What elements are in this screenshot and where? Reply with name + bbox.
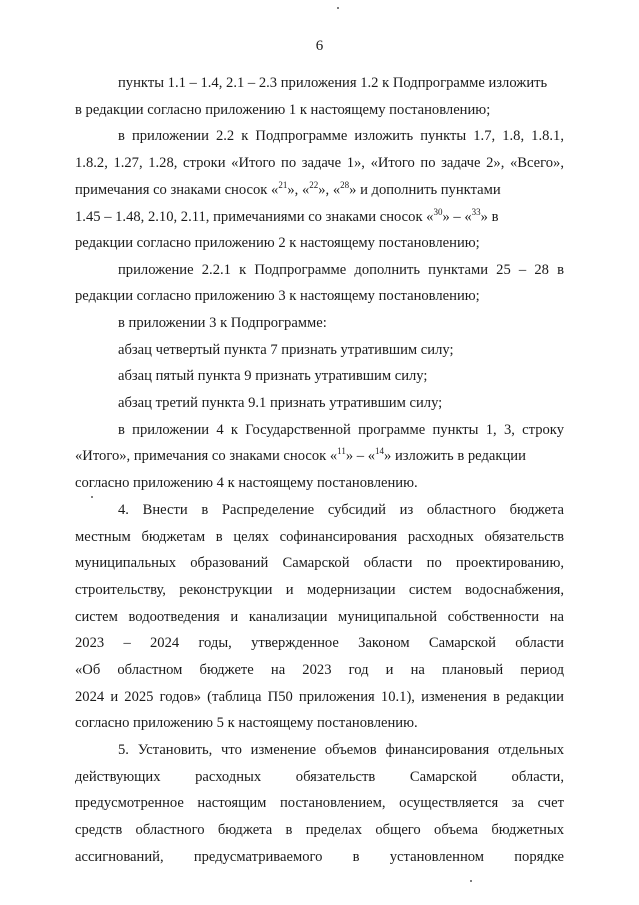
text-line: «Об областном бюджете на 2023 год и на плановый период	[75, 662, 564, 678]
footnote-mark: 22	[309, 180, 319, 190]
text-line: редакции согласно приложению 3 к настоящему постановлению;	[75, 288, 480, 304]
text-line: согласно приложению 5 к настоящему постановлению.	[75, 715, 418, 731]
text-fragment: 1.45 – 1.48, 2.10, 2.11, примечаниями со знаками сносок «	[75, 209, 434, 225]
text-line-with-footnotes	[75, 181, 501, 199]
scan-speck	[470, 880, 472, 882]
footnote-mark: 28	[340, 180, 350, 190]
text-line: систем водоотведения и канализации муниципальной собственности на	[75, 609, 564, 625]
text-line: пункты 1.1 – 1.4, 2.1 – 2.3 приложения 1.2 к Подпрограмме изложить	[118, 75, 548, 91]
text-line: действующих расходных обязательств Самарской области,	[75, 769, 564, 785]
text-fragment: » в	[480, 209, 499, 225]
footnote-mark: 30	[433, 207, 443, 217]
text-fragment: » и дополнить пунктами	[349, 182, 501, 198]
text-fragment: «Итого», примечания со знаками сносок «	[75, 448, 338, 464]
text-line: абзац четвертый пункта 7 признать утратившим силу;	[118, 342, 454, 358]
text-line: в приложении 4 к Государственной программе пункты 1, 3, строку	[118, 422, 564, 438]
text-line: абзац пятый пункта 9 признать утратившим силу;	[118, 368, 428, 384]
text-fragment: », «	[287, 182, 310, 198]
text-line: предусмотренное настоящим постановлением, осуществляется за счет	[75, 795, 564, 811]
text-line: 2024 и 2025 годов» (таблица П50 приложения 10.1), изменения в редакции	[75, 689, 564, 705]
text-fragment: » изложить в редакции	[384, 448, 526, 464]
text-line: в приложении 2.2 к Подпрограмме изложить пункты 1.7, 1.8, 1.8.1,	[118, 128, 564, 144]
footnote-mark: 21	[278, 180, 288, 190]
text-line: ассигнований, предусматриваемого в установленном порядке	[75, 849, 564, 865]
footnote-mark: 14	[375, 446, 385, 456]
text-line: в приложении 3 к Подпрограмме:	[118, 315, 327, 331]
scan-speck	[91, 496, 93, 498]
text-line: муниципальных образований Самарской области по проектированию,	[75, 555, 564, 571]
text-line: средств областного бюджета в пределах общего объема бюджетных	[75, 822, 564, 838]
text-line: в редакции согласно приложению 1 к настоящему постановлению;	[75, 102, 491, 118]
text-fragment: » – «	[442, 209, 472, 225]
text-fragment: » – «	[345, 448, 376, 464]
text-line: 5. Установить, что изменение объемов финансирования отдельных	[118, 742, 564, 758]
text-line: согласно приложению 4 к настоящему постановлению.	[75, 475, 418, 491]
text-line: абзац третий пункта 9.1 признать утратившим силу;	[118, 395, 443, 411]
text-line-with-footnotes	[75, 447, 526, 465]
text-line: 4. Внести в Распределение субсидий из областного бюджета	[118, 502, 564, 518]
text-line-with-footnotes	[75, 208, 499, 226]
text-line: редакции согласно приложению 2 к настоящему постановлению;	[75, 235, 480, 251]
text-line: строительству, реконструкции и модернизации систем водоснабжения,	[75, 582, 564, 598]
text-line: приложение 2.2.1 к Подпрограмме дополнить пунктами 25 – 28 в	[118, 262, 564, 278]
text-fragment: », «	[318, 182, 341, 198]
footnote-mark: 33	[471, 207, 481, 217]
text-fragment: примечания со знаками сносок «	[75, 182, 279, 198]
text-line: 2023 – 2024 годы, утвержденное Законом Самарской области	[75, 635, 564, 651]
scan-speck	[337, 7, 339, 9]
footnote-mark: 11	[337, 446, 346, 456]
text-line: местным бюджетам в целях софинансирования расходных обязательств	[75, 529, 564, 545]
page-number: 6	[315, 38, 324, 54]
text-line: 1.8.2, 1.27, 1.28, строки «Итого по задаче 1», «Итого по задаче 2», «Всего»,	[75, 155, 564, 171]
